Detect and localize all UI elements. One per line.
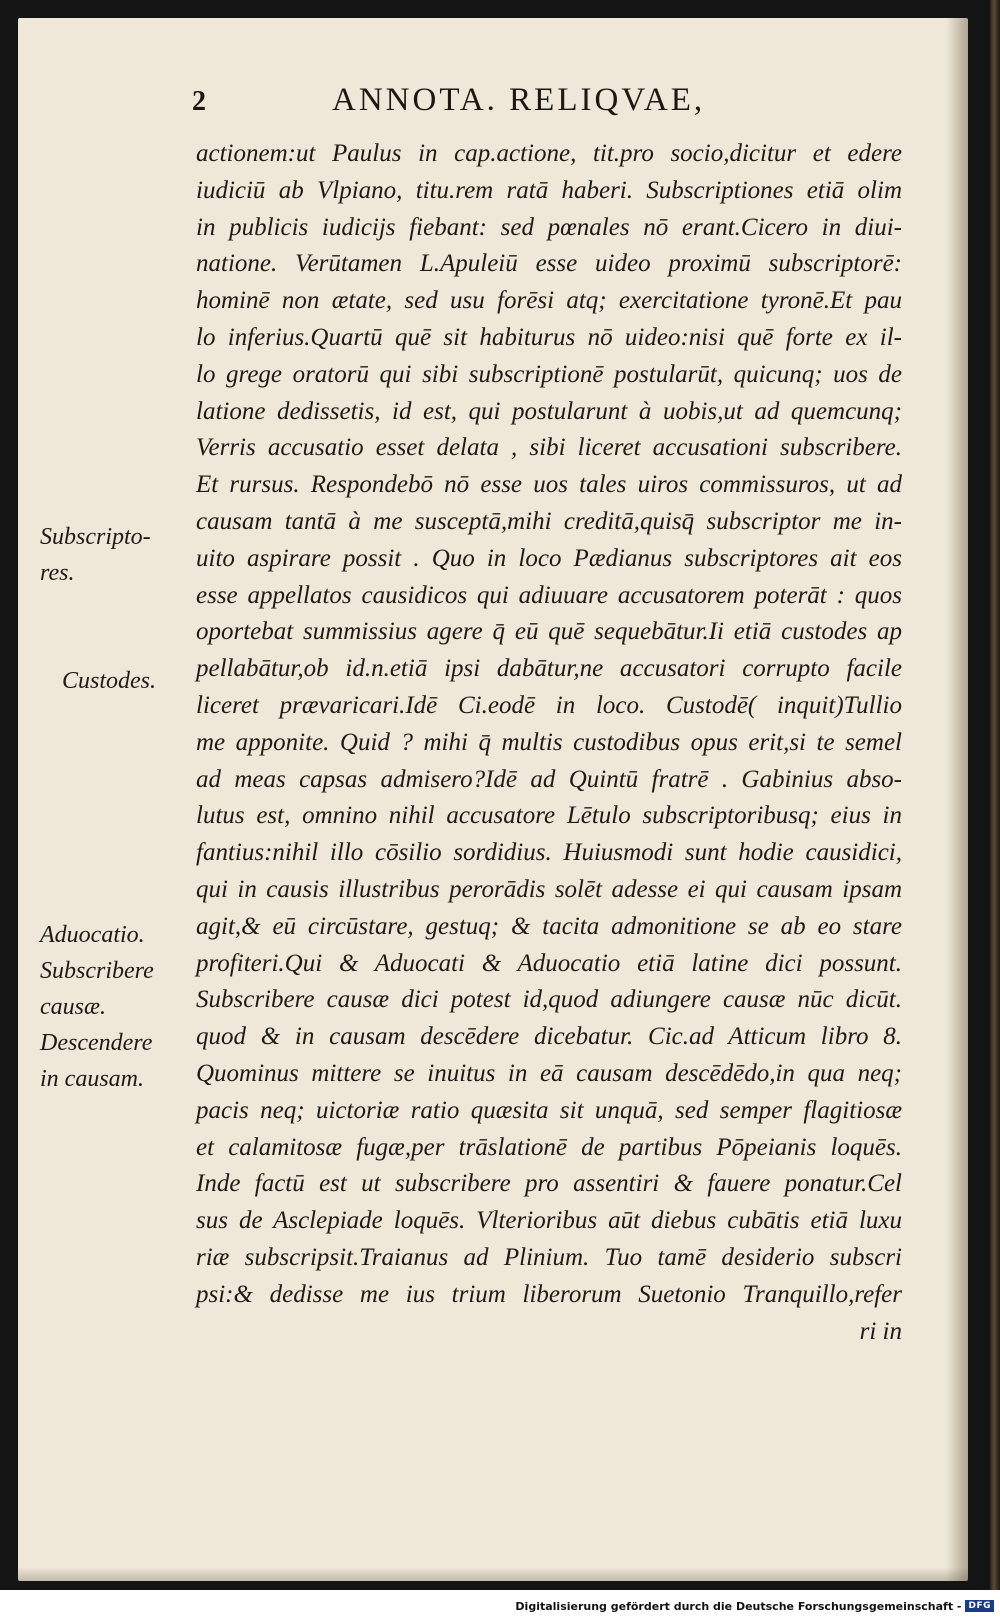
text-line: quod & in causam descēdere dicebatur. Cic.ad Atticum libro 8. xyxy=(196,1023,902,1051)
text-line: uito aspirare possit . Quo in loco Pædianus subscriptores ait eos xyxy=(196,544,902,572)
text-line: lo inferius.Quartū quē sit habiturus nō uideo:nisi quē forte ex il- xyxy=(196,323,902,351)
text-line: Et rursus. Respondebō nō esse uos tales uiros commissuros, ut ad xyxy=(196,471,902,499)
page-bottom-shadow xyxy=(18,1567,968,1581)
text-line: lutus est, omnino nihil accusatore Lētulo subscriptoribusq; eius in xyxy=(196,802,902,830)
page-edge xyxy=(990,0,1000,1590)
page-number: 2 xyxy=(192,86,206,117)
catchword: ri in xyxy=(859,1317,902,1345)
text-line: sus de Asclepiade loquēs. Vlterioribus aūt diebus cubātis etiā luxu xyxy=(196,1207,902,1235)
text-line: esse appellatos causidicos qui adiuuare accusatorem poterāt : quos xyxy=(196,581,902,609)
body-text xyxy=(196,136,902,1350)
text-line: ad meas capsas admisero?Idē ad Quintū fratrē . Gabinius abso- xyxy=(196,765,902,793)
text-line: Verris accusatio esset delata , sibi liceret accusationi subscribere. xyxy=(196,434,902,462)
digitization-credit xyxy=(515,1597,994,1615)
margin-note-subscriptores-cont: res. xyxy=(40,560,75,586)
text-line: me apponite. Quid ? mihi q̄ multis custodibus opus erit,si te semel xyxy=(196,728,902,756)
text-line: lo grege oratorū qui sibi subscriptionē postularūt, quicunq; uos de xyxy=(196,360,902,388)
text-line: oportebat summissius agere q̄ eū quē sequebātur.Ii etiā custodes ap xyxy=(196,618,902,646)
text-line: Subscribere causæ dici potest id,quod adiungere causæ nūc dicūt. xyxy=(196,986,902,1014)
margin-note-aduocatio: Aduocatio. xyxy=(40,922,145,948)
text-line: in publicis iudicijs fiebant: sed pœnales nō erant.Cicero in diui- xyxy=(196,213,902,241)
page-gutter-shadow xyxy=(946,18,968,1581)
text-line: actionem:ut Paulus in cap.actione, tit.pro socio,dicitur et edere xyxy=(196,140,902,167)
text-line: natione. Verūtamen L.Apuleiū esse uideo proximū subscriptorē: xyxy=(196,250,902,278)
margin-note-descendere-cont: in causam. xyxy=(40,1066,144,1092)
text-line: riæ subscripsit.Traianus ad Plinium. Tuo tamē desiderio subscri xyxy=(196,1243,902,1271)
text-line: psi:& dedisse me ius trium liberorum Suetonio Tranquillo,refer xyxy=(196,1280,902,1308)
text-line: liceret prævaricari.Idē Ci.eodē in loco. Custodē( inquit)Tullio xyxy=(196,691,902,719)
margin-note-custodes: Custodes. xyxy=(62,668,157,694)
text-line: latione dedissetis, id est, qui postularunt à uobis,ut ad quemcunq; xyxy=(196,397,902,425)
text-line: et calamitosæ fugæ,per trāslationē de partibus Pōpeianis loquēs. xyxy=(196,1133,902,1161)
text-line: qui in causis illustribus perorādis solēt adesse ei qui causam ipsam xyxy=(196,875,902,903)
text-line: profiteri.Qui & Aduocati & Aduocatio etiā latine dici possunt. xyxy=(196,949,902,977)
running-title: ANNOTA. RELIQVAE, xyxy=(332,82,706,118)
text-line: causam tantā à me susceptā,mihi creditā,quisq̄ subscriptor me in- xyxy=(196,507,902,535)
text-line: Inde factū est ut subscribere pro assentiri & fauere ponatur.Cel xyxy=(196,1170,902,1198)
margin-note-subscribere: Subscribere xyxy=(40,958,154,984)
text-line: hominē non ætate, sed usu forēsi atq; exercitatione tyronē.Et pau xyxy=(196,287,902,315)
text-line: pellabātur,ob id.n.etiā ipsi dabātur,ne accusatori corrupto facile xyxy=(196,655,902,683)
credit-text: Digitalisierung gefördert durch die Deutsche Forschungsgemeinschaft - xyxy=(515,1599,962,1613)
text-line: agit,& eū circūstare, gestuq; & tacita admonitione se ab eo stare xyxy=(196,912,902,940)
margin-note-subscriptores: Subscripto- xyxy=(40,524,151,550)
margin-note-descendere: Descendere xyxy=(40,1030,153,1056)
margin-note-subscribere-cont: causæ. xyxy=(40,994,106,1020)
text-line: Quominus mittere se inuitus in eā causam descēdēdo,in qua neq; xyxy=(196,1059,902,1087)
text-line: fantius:nihil illo cōsilio sordidius. Huiusmodi sunt hodie causidici, xyxy=(196,839,902,867)
dfg-logo: DFG xyxy=(965,1600,994,1612)
text-line: pacis neq; uictoriæ ratio quæsita sit unquā, sed semper flagitiosæ xyxy=(196,1096,902,1124)
text-line: iudiciū ab Vlpiano, titu.rem ratā haberi. Subscriptiones etiā olim xyxy=(196,176,902,204)
page-header xyxy=(192,82,892,126)
